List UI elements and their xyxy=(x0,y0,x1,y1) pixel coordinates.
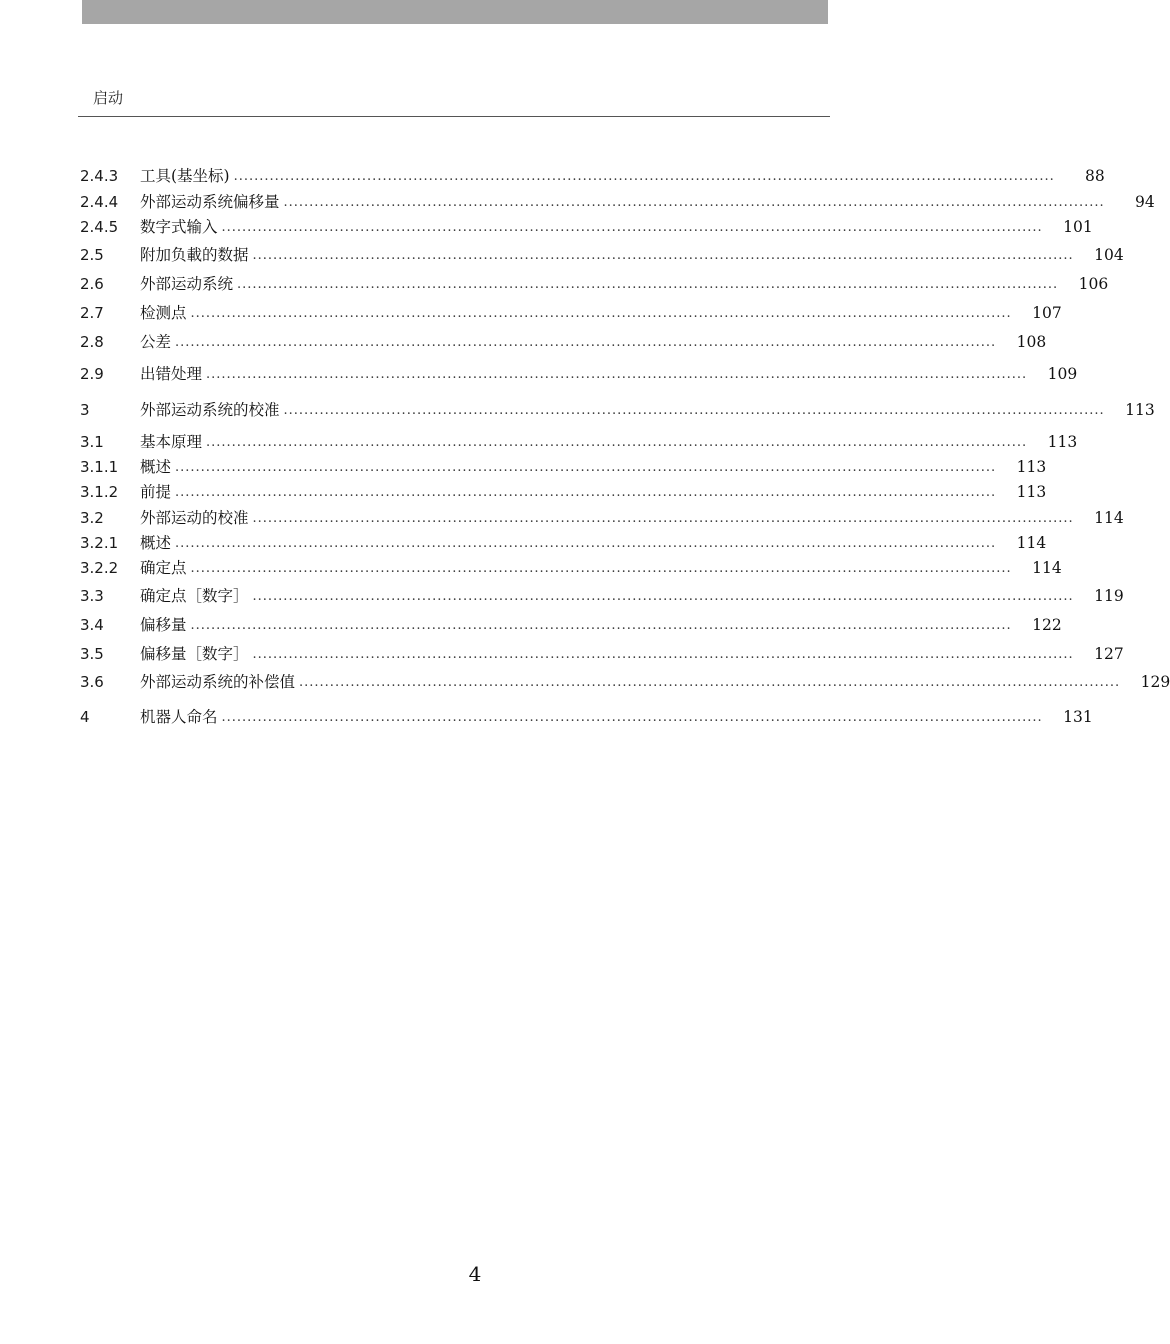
toc-entry[interactable] xyxy=(80,705,1093,729)
toc-entry-title: 数字式输入 xyxy=(140,218,218,236)
toc-entry-page: 88 xyxy=(1085,167,1105,185)
toc-entry[interactable] xyxy=(80,362,1078,386)
toc-entry-number: 3.6 xyxy=(80,673,104,691)
toc-entry-page: 129 xyxy=(1140,673,1170,691)
toc-entry-page: 108 xyxy=(1016,333,1047,351)
toc-entry-number: 2.4.5 xyxy=(80,218,119,236)
toc-dot-leader: ................................................................................................................................................................ xyxy=(252,248,1074,263)
toc-entry-title: 出错处理 xyxy=(140,365,203,383)
toc-entry-number: 2.4.3 xyxy=(80,167,119,185)
toc-dot-leader: ................................................................................................................................................................ xyxy=(175,536,997,551)
toc-dot-leader: ................................................................................................................................................................ xyxy=(252,589,1074,604)
toc-entry-title: 偏移量［数字］ xyxy=(140,645,249,663)
toc-entry-page: 101 xyxy=(1063,218,1093,236)
toc-entry[interactable] xyxy=(80,613,1062,637)
toc-dot-leader: ................................................................................................................................................................ xyxy=(190,306,1012,321)
toc-entry-page: 113 xyxy=(1016,458,1047,476)
page-number: 4 xyxy=(468,1262,482,1286)
toc-entry-page: 127 xyxy=(1094,645,1124,663)
toc-entry-number: 2.4.4 xyxy=(80,193,119,211)
toc-dot-leader: ................................................................................................................................................................ xyxy=(206,367,1028,382)
toc-entry-page: 114 xyxy=(1032,559,1062,577)
toc-entry-title: 概述 xyxy=(140,458,172,476)
toc-entry-page: 113 xyxy=(1047,433,1078,451)
toc-entry-page: 113 xyxy=(1125,401,1155,419)
toc-entry-page: 114 xyxy=(1016,534,1047,552)
toc-entry-title: 外部运动系统 xyxy=(140,275,234,293)
toc-dot-leader: ................................................................................................................................................................ xyxy=(283,403,1105,418)
toc-entry-number: 2.6 xyxy=(80,275,104,293)
toc-entry[interactable] xyxy=(80,243,1124,267)
toc-entry[interactable] xyxy=(80,642,1124,666)
toc-entry-page: 107 xyxy=(1032,304,1062,322)
toc-entry-number: 3.4 xyxy=(80,616,104,634)
toc-entry-title: 外部运动系统的补偿值 xyxy=(140,673,296,691)
toc-entry-page: 131 xyxy=(1063,708,1093,726)
toc-dot-leader: ................................................................................................................................................................ xyxy=(190,618,1012,633)
toc-entry[interactable] xyxy=(80,164,1105,188)
toc-entry-title: 检测点 xyxy=(140,304,187,322)
toc-entry-number: 3.2.2 xyxy=(80,559,119,577)
toc-entry-title: 机器人命名 xyxy=(140,708,218,726)
toc-entry[interactable] xyxy=(80,531,1047,555)
toc-entry-page: 113 xyxy=(1016,483,1047,501)
toc-entry-number: 3.3 xyxy=(80,587,104,605)
toc-entry[interactable] xyxy=(80,301,1062,325)
toc-entry-number: 3.2.1 xyxy=(80,534,119,552)
toc-dot-leader: ................................................................................................................................................................ xyxy=(221,710,1043,725)
toc-entry-number: 3.5 xyxy=(80,645,104,663)
toc-entry[interactable] xyxy=(80,430,1078,454)
toc-dot-leader: ................................................................................................................................................................ xyxy=(252,647,1074,662)
toc-dot-leader: ................................................................................................................................................................ xyxy=(221,220,1043,235)
toc-entry[interactable] xyxy=(80,272,1109,296)
toc-entry[interactable] xyxy=(80,670,1170,694)
toc-entry-number: 3.1.2 xyxy=(80,483,119,501)
toc-entry-page: 119 xyxy=(1094,587,1124,605)
toc-entry-title: 确定点［数字］ xyxy=(140,587,249,605)
toc-entry-title: 偏移量 xyxy=(140,616,187,634)
toc-entry-number: 3.1.1 xyxy=(80,458,119,476)
toc-entry-number: 3.2 xyxy=(80,509,104,527)
toc-entry-number: 3.1 xyxy=(80,433,104,451)
toc-dot-leader: ................................................................................................................................................................ xyxy=(175,335,997,350)
toc-entry-page: 106 xyxy=(1078,275,1109,293)
toc-entry-number: 2.9 xyxy=(80,365,104,383)
toc-entry[interactable] xyxy=(80,506,1124,530)
toc-dot-leader: ................................................................................................................................................................ xyxy=(252,511,1074,526)
toc-entry-number: 4 xyxy=(80,708,90,726)
toc-entry-title: 确定点 xyxy=(140,559,187,577)
toc-entry-page: 104 xyxy=(1094,246,1124,264)
toc-entry-page: 109 xyxy=(1047,365,1078,383)
toc-entry-number: 2.7 xyxy=(80,304,104,322)
toc-dot-leader: ................................................................................................................................................................ xyxy=(175,460,997,475)
toc-entry-page: 114 xyxy=(1094,509,1124,527)
toc-entry-title: 基本原理 xyxy=(140,433,203,451)
toc-entry[interactable] xyxy=(80,190,1155,214)
toc-entry[interactable] xyxy=(80,480,1047,504)
toc-dot-leader: ................................................................................................................................................................ xyxy=(299,675,1121,690)
toc-entry[interactable] xyxy=(80,215,1093,239)
toc-dot-leader: ................................................................................................................................................................ xyxy=(283,195,1105,210)
toc-dot-leader: ................................................................................................................................................................ xyxy=(233,169,1055,184)
toc-entry-number: 2.5 xyxy=(80,246,104,264)
toc-entry[interactable] xyxy=(80,584,1124,608)
toc-dot-leader: ................................................................................................................................................................ xyxy=(175,485,997,500)
toc-entry-title: 外部运动的校准 xyxy=(140,509,249,527)
toc-entry[interactable] xyxy=(80,556,1062,580)
toc-entry[interactable] xyxy=(80,398,1155,422)
toc-dot-leader: ................................................................................................................................................................ xyxy=(206,435,1028,450)
toc-entry-title: 公差 xyxy=(140,333,172,351)
toc-entry-page: 122 xyxy=(1032,616,1062,634)
toc-entry-number: 2.8 xyxy=(80,333,104,351)
toc-entry[interactable] xyxy=(80,455,1047,479)
toc-entry-title: 外部运动系统的校准 xyxy=(140,401,280,419)
toc-entry-page: 94 xyxy=(1134,193,1155,211)
toc-entry[interactable] xyxy=(80,330,1047,354)
toc-entry-title: 概述 xyxy=(140,534,172,552)
toc-entry-title: 工具(基坐标) xyxy=(140,167,230,185)
section-header: 启动 xyxy=(93,89,124,107)
toc-dot-leader: ................................................................................................................................................................ xyxy=(237,277,1059,292)
toc-dot-leader: ................................................................................................................................................................ xyxy=(190,561,1012,576)
toc-entry-title: 前提 xyxy=(140,483,172,501)
toc-entry-title: 附加负載的数据 xyxy=(140,246,249,264)
toc-entry-number: 3 xyxy=(80,401,90,419)
toc-entry-title: 外部运动系统偏移量 xyxy=(140,193,280,211)
